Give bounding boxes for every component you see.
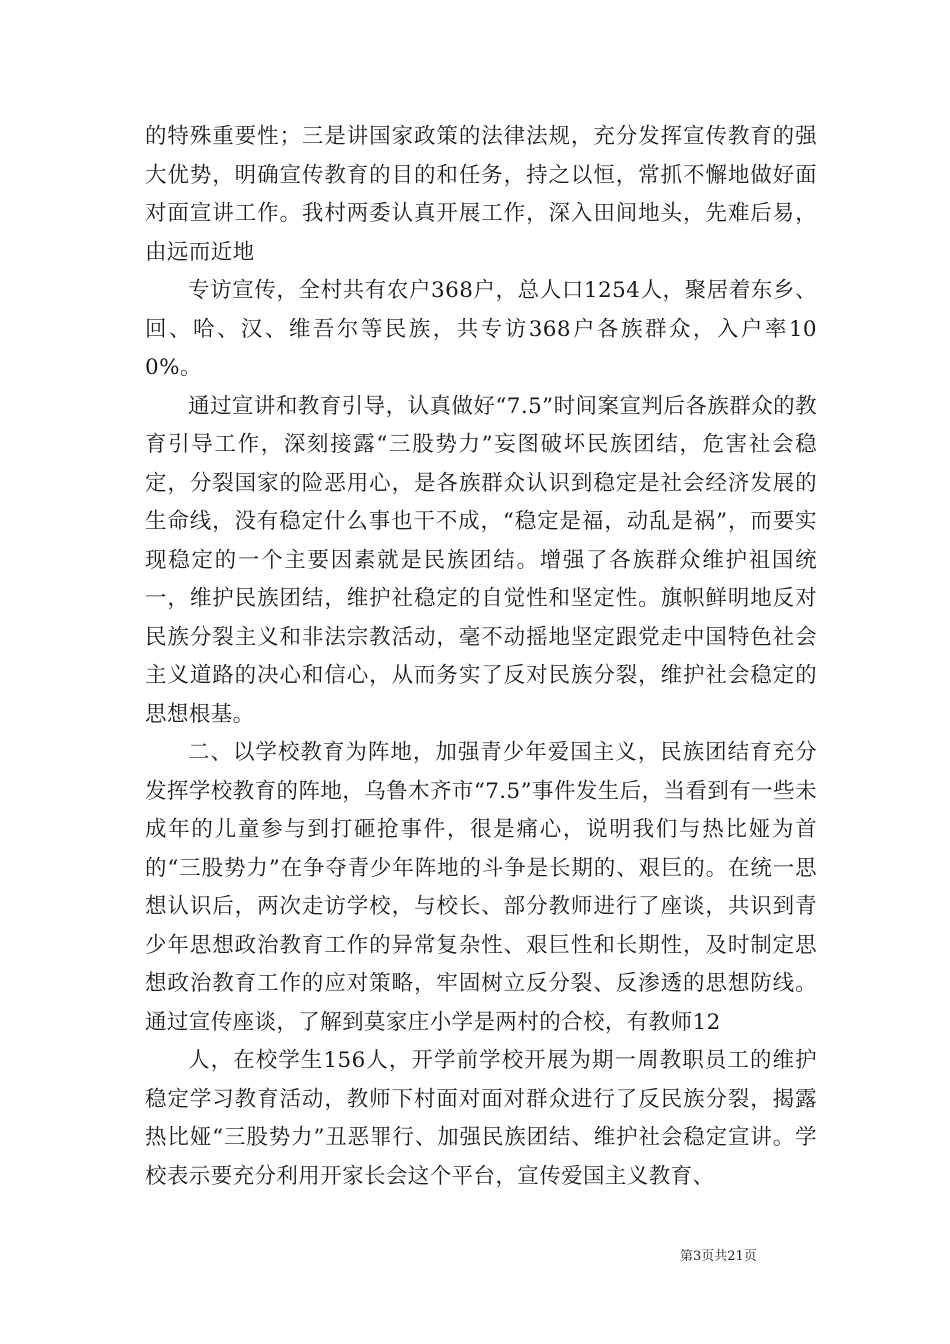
paragraph-school-education: 二、以学校教育为阵地，加强青少年爱国主义，民族团结育充分发挥学校教育的阵地，乌鲁木齐市“7.5”事件发生后，当看到有一些未成年的儿童参与到打砸抢事件，很是痛心，说明我们与热比娅为首的“三股势力”在争夺青少年阵地的斗争是长期的、艰巨的。在统一思想认识后，两次走访学校，与校长、部分教师进行了座谈，共识到青少年思想政治教育工作的异常复杂性、艰巨性和长期性，及时制定思想政治教育工作的应对策略，牢固树立反分裂、反渗透的思想防线。通过宣传座谈，了解到莫家庄小学是两村的合校，有教师12 [145, 740, 817, 1035]
paragraph-household-visits: 专访宣传，全村共有农户368户，总人口1254人，聚居着东乡、回、哈、汉、维吾尔等民族，共专访368户各族群众，入户率100%。 [145, 278, 817, 380]
document-body [145, 118, 817, 1196]
page-number-footer: 第3页共21页 [680, 1249, 757, 1264]
paragraph-education-guidance: 通过宣讲和教育引导，认真做好“7.5”时间案宣判后各族群众的教育引导工作，深刻接露“三股势力”妄图破坏民族团结，危害社会稳定，分裂国家的险恶用心，是各族群众认识到稳定是社会经济发展的生命线，没有稳定什么事也干不成，“稳定是福，动乱是祸”，而要实现稳定的一个主要因素就是民族团结。增强了各族群众维护祖国统一，维护民族团结，维护社稳定的自觉性和坚定性。旗帜鲜明地反对民族分裂主义和非法宗教活动，毫不动摇地坚定跟党走中国特色社会主义道路的决心和信心，从而务实了反对民族分裂，维护社会稳定的思想根基。 [145, 393, 817, 727]
paragraph-continuation: 的特殊重要性；三是讲国家政策的法律法规，充分发挥宣传教育的强大优势，明确宣传教育的目的和任务，持之以恒，常抓不懈地做好面对面宣讲工作。我村两委认真开展工作，深入田间地头，先难后易，由远而近地 [145, 124, 817, 265]
paragraph-school-activities: 人，在校学生156人，开学前学校开展为期一周教职员工的维护稳定学习教育活动，教师下村面对面对群众进行了反民族分裂，揭露热比娅“三股势力”丑恶罪行、加强民族团结、维护社会稳定宣讲。学校表示要充分利用开家长会这个平台，宣传爱国主义教育、 [145, 1048, 817, 1189]
